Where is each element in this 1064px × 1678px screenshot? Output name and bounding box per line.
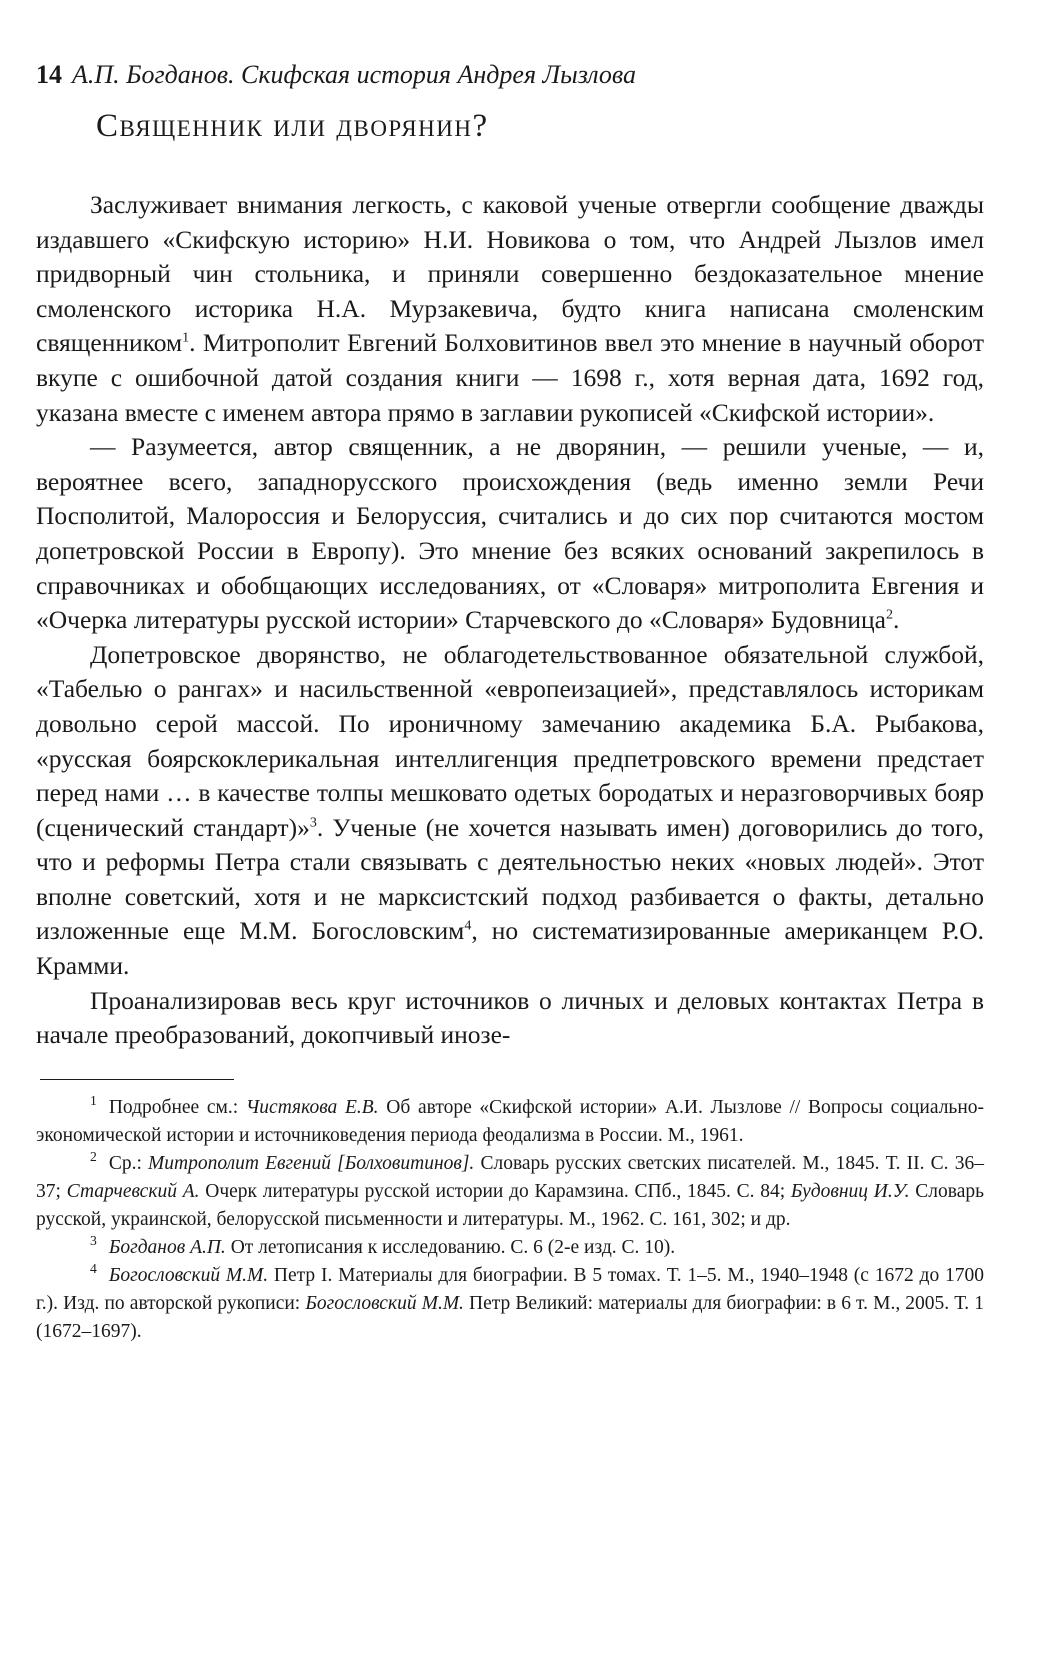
citation-author: Митрополит Евгений [Болховитинов].: [148, 1152, 475, 1174]
citation-author: Чистякова Е.В.: [245, 1096, 379, 1118]
citation-text: Петр I. Материалы для биографии. В 5 томах. Т. 1–5. М., 1940–1948 (с 1672 до 1700 г.). Изд. по авторской рукописи:: [36, 1264, 984, 1314]
text-run: Проанализировав весь круг источников о личных и деловых контактах Петра в начале преобразований, докопчивый инозе-: [36, 985, 984, 1050]
footnotes: [36, 1094, 984, 1346]
footnote-divider: [40, 1079, 234, 1080]
footnote-3: [36, 1234, 984, 1262]
text-run: Допетровское дворянство, не облагодетельствованное обязательной службой, «Табелью о рангах» и насильственной «европеизацией», представлялось историкам довольно серой массой. По ироничному замечанию академика Б.А. Рыбакова, «русская боярскоклерикальная интеллигенция предпетровского времени предстает перед нами … в качестве толпы мешковато одетых бородатых и неразговорчивых бояр (сценический стандарт)»: [36, 639, 984, 842]
page-number: 14: [36, 60, 62, 89]
footnote-2: [36, 1150, 984, 1234]
citation-text: Словарь русских светских писателей. М., 1845. Т. II. С. 36–37;: [36, 1152, 984, 1202]
citation-text: От летописания к исследованию. С. 6 (2-е изд. С. 10).: [225, 1236, 676, 1258]
book-page: [36, 58, 984, 1346]
chapter-title: Священник или дворянин?: [96, 108, 489, 144]
footnote-4: [36, 1262, 984, 1346]
citation-text: Об авторе «Скифской истории» А.И. Лызлове // Вопросы социально-экономической истории и источниковедения периода феодализма в России. М., 1961.: [36, 1096, 984, 1146]
footnote-ref: 4: [464, 918, 472, 934]
main-text: [36, 188, 984, 1053]
citation-text: Подробнее см.:: [108, 1096, 246, 1118]
text-run: Заслуживает внимания легкость, с каковой ученые отвергли сообщение дважды издавшего «Скифскую историю» Н.И. Новикова о том, что Андрей Лызлов имел придворный чин стольника, и приняли совершенно бездоказательное мнение смоленского историка Н.А. Мурзакевича, будто книга написана смоленским священником: [36, 190, 984, 358]
footnote-ref: 1: [182, 330, 190, 346]
citation-text: Словарь русской, украинской, белорусской письменности и литературы. М., 1962. С. 161, 302; и др.: [36, 1180, 984, 1230]
text-run: — Разумеется, автор священник, а не дворянин, — решили ученые, — и, вероятнее всего, западнорусского происхождения (ведь именно земли Речи Посполитой, Малороссия и Белоруссия, считались и до сих пор считаются мостом допетровской России в Европу). Это мнение без всяких оснований закрепилось в справочниках и обобщающих исследованиях, от «Словаря» митрополита Евгения и «Очерка литературы русской истории» Старчевского до «Словаря» Будовница: [36, 432, 984, 635]
text-run: . Ученые (не хочется называть имен) договорились до того, что и реформы Петра стали связывать с деятельностью неких «новых людей». Этот вполне советский, хотя и не марксистский подход разбивается о факты, детально изложенные еще М.М. Богословским: [36, 812, 985, 946]
citation-text: Очерк литературы русской истории до Карамзина. СПб., 1845. С. 84;: [199, 1180, 791, 1202]
running-head: [36, 58, 984, 92]
footnote-ref: 2: [886, 607, 894, 623]
footnote-number: 3: [90, 1233, 97, 1249]
footnote-number: 1: [90, 1093, 97, 1109]
running-title: А.П. Богданов. Скифская история Андрея Лызлова: [72, 60, 637, 89]
citation-author: Богословский М.М.: [108, 1264, 269, 1286]
text-run: , но систематизированные американцем Р.О. Крамми.: [36, 916, 984, 981]
footnote-ref: 3: [309, 815, 317, 831]
paragraph-2: [36, 430, 984, 638]
footnote-1: [36, 1094, 984, 1150]
citation-author: Богословский М.М.: [305, 1292, 464, 1314]
citation-author: Богданов А.П.: [108, 1236, 226, 1258]
text-run: . Митрополит Евгений Болховитинов ввел это мнение в научный оборот вкупе с ошибочной датой создания книги — 1698 г., хотя верная дата, 1692 год, указана вместе с именем автора прямо в заглавии рукописей «Скифской истории».: [36, 328, 984, 427]
paragraph-3: [36, 638, 984, 984]
citation-author: Старчевский А.: [66, 1180, 200, 1202]
citation-author: Будовниц И.У.: [790, 1180, 910, 1202]
footnote-number: 4: [90, 1261, 97, 1277]
citation-text: Петр Великий: материалы для биографии: в 6 т. М., 2005. Т. 1 (1672–1697).: [36, 1292, 984, 1342]
text-run: .: [893, 605, 900, 635]
footnote-number: 2: [90, 1149, 97, 1165]
paragraph-4: [36, 984, 984, 1053]
paragraph-1: [36, 188, 984, 430]
citation-text: Ср.:: [108, 1152, 149, 1174]
